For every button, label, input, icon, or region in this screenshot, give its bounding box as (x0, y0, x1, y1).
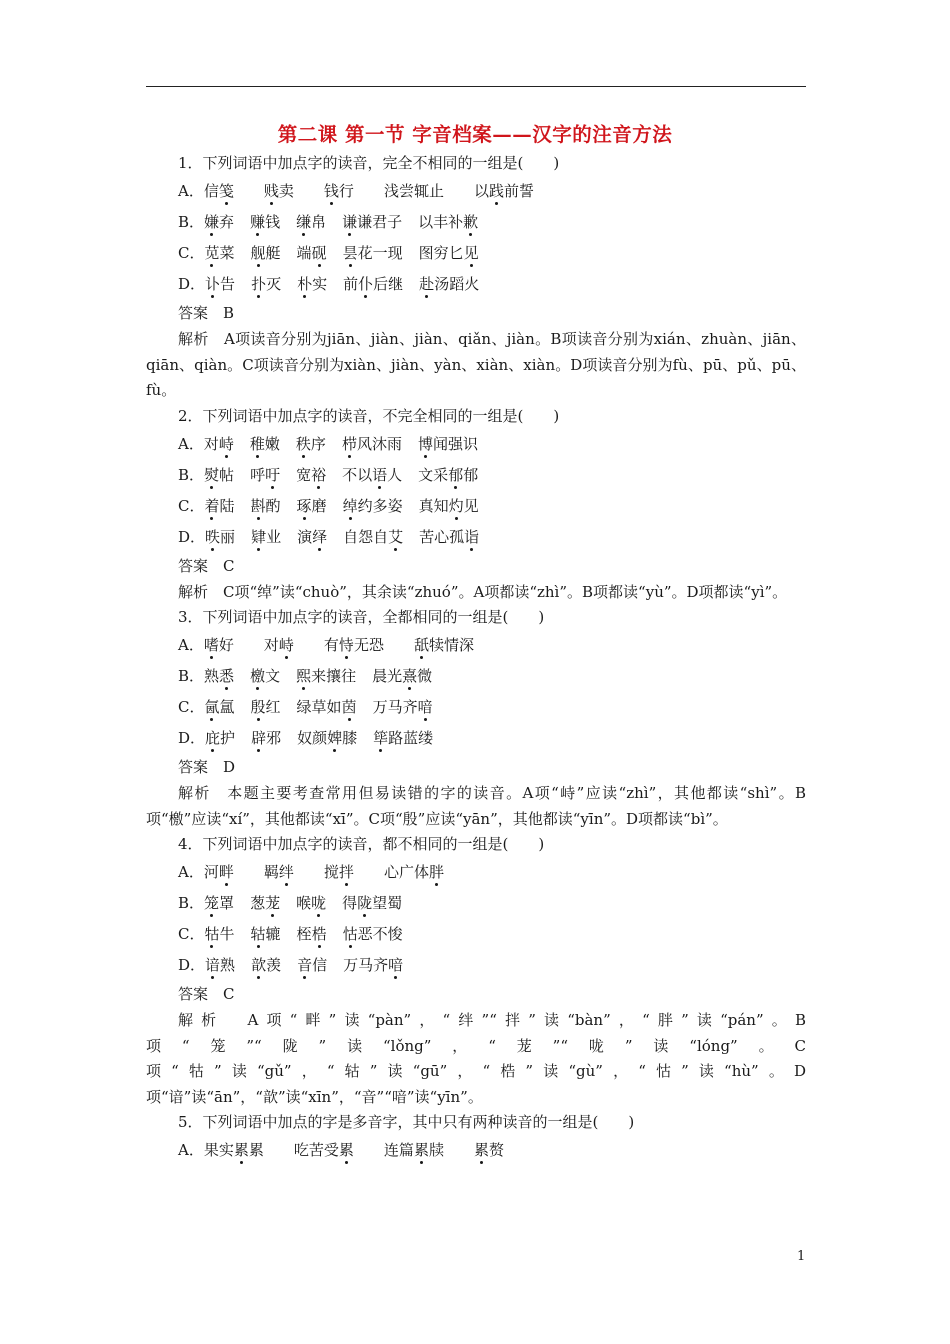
question-3-option-b (146, 661, 806, 692)
page-title: 第二课 第一节 字音档案——汉字的注音方法 (277, 123, 673, 146)
option-word: 以丰补歉 (418, 213, 479, 231)
question-4-stem: 4．下列词语中加点字的读音，都不相同的一组是( ) (178, 835, 545, 853)
question-1-analysis: 解析 A项读音分别为jiān、jiàn、jiàn、qiǎn、jiàn。B项读音分别为xián、zhuàn、jiān、qiān、qiàn。C项读音分别为xiàn、jiàn、yàn、xiàn、xiàn。D项读音分别为fù、pū、pǔ、pū、fù。 (146, 330, 806, 399)
option-word: 昳丽 (205, 527, 236, 546)
option-word: 绰约多姿 (342, 496, 403, 515)
option-word: 贱卖 (263, 182, 294, 200)
option-label: C． (178, 244, 205, 262)
header-rule (146, 86, 806, 87)
option-word: 缣帛 (296, 213, 327, 231)
option-word: 稚嫩 (249, 434, 280, 453)
option-word: 万马齐喑 (372, 698, 433, 716)
option-label: B． (178, 465, 205, 484)
document-body (146, 151, 806, 1166)
option-word: 秩序 (295, 434, 326, 453)
option-word: 朴实 (297, 275, 328, 293)
option-word: 笼罩 (204, 894, 235, 912)
option-label: C． (178, 698, 205, 716)
option-word: 喉咙 (296, 894, 327, 912)
question-3-analysis: 解析 本题主要考查常用但易读错的字的读音。A项“峙”应读“zhì”，其他都读“shì”。B项“檄”应读“xí”，其他都读“xī”。C项“殷”应读“yān”，其他都读“yīn”。D项都读“bì”。 (146, 784, 806, 828)
question-2-option-c (146, 491, 806, 522)
option-word: 筚路蓝缕 (373, 729, 434, 747)
option-word: 信笺 (203, 182, 234, 200)
option-word: 熙来攘往 (296, 667, 357, 685)
option-label: B． (178, 667, 205, 685)
option-word: 歆羡 (251, 956, 282, 974)
option-word: 栉风沐雨 (341, 434, 402, 453)
question-1-stem: 1．下列词语中加点字的读音，完全不相同的一组是( ) (178, 154, 560, 172)
option-word: 浅尝辄止 (383, 182, 444, 200)
option-word: 琢磨 (296, 496, 327, 515)
question-2-stem: 2．下列词语中加点字的读音，不完全相同的一组是( ) (178, 406, 560, 425)
question-1-option-c (146, 238, 806, 269)
option-word: 河畔 (203, 863, 234, 881)
question-5-stem: 5．下列词语中加点的字是多音字，其中只有两种读音的一组是( ) (178, 1113, 635, 1131)
question-4-option-d (146, 950, 806, 981)
option-word: 舐犊情深 (413, 636, 474, 654)
option-label: C． (178, 925, 205, 943)
option-word: 心广体胖 (383, 863, 444, 881)
option-word: 氤氲 (204, 698, 235, 716)
option-word: 苋菜 (204, 244, 235, 262)
option-word: 讣告 (205, 275, 236, 293)
question-1-option-a (146, 176, 806, 207)
option-word: 自怨自艾 (343, 527, 404, 546)
option-word: 不以语人 (342, 465, 403, 484)
option-word: 苦心孤诣 (419, 527, 480, 546)
option-word: 端砚 (296, 244, 327, 262)
option-label: B． (178, 894, 205, 912)
option-word: 万马齐喑 (343, 956, 404, 974)
option-word: 真知灼见 (418, 496, 479, 515)
option-word: 累赘 (473, 1141, 504, 1159)
option-word: 辟邪 (251, 729, 282, 747)
option-word: 图穷匕见 (418, 244, 479, 262)
option-word: 扑灭 (251, 275, 282, 293)
option-word: 得陇望蜀 (342, 894, 403, 912)
option-word: 连篇累牍 (383, 1141, 444, 1159)
option-word: 牯牛 (204, 925, 235, 943)
question-4-option-a (146, 857, 806, 888)
option-word: 熟悉 (204, 667, 235, 685)
question-3-answer: 答案 D (178, 758, 236, 776)
page-number: 1 (797, 1249, 806, 1264)
option-label: A． (178, 636, 204, 654)
option-label: A． (178, 434, 204, 453)
option-word: 嗜好 (203, 636, 234, 654)
question-5-option-a (146, 1135, 806, 1166)
question-3-stem: 3．下列词语中加点字的读音，全都相同的一组是( ) (178, 608, 545, 626)
option-label: D． (178, 275, 206, 293)
option-label: C． (178, 496, 205, 515)
option-word: 晨光熹微 (372, 667, 433, 685)
option-word: 宽裕 (296, 465, 327, 484)
option-word: 谙熟 (205, 956, 236, 974)
option-label: D． (178, 527, 206, 546)
question-2-answer: 答案 C (178, 556, 235, 575)
question-3-option-d (146, 723, 806, 754)
option-word: 赚钱 (250, 213, 281, 231)
question-4-answer: 答案 C (178, 985, 235, 1003)
option-word: 殷红 (250, 698, 281, 716)
option-word: 前仆后继 (343, 275, 404, 293)
question-3-option-a (146, 630, 806, 661)
option-word: 有恃无恐 (323, 636, 384, 654)
option-word: 博闻强识 (417, 434, 478, 453)
option-word: 对峙 (203, 434, 234, 453)
option-word: 演绎 (297, 527, 328, 546)
option-word: 肄业 (251, 527, 282, 546)
option-word: 赴汤蹈火 (419, 275, 480, 293)
option-word: 葱茏 (250, 894, 281, 912)
question-2-analysis: 解析 C项“绰”读“chuò”，其余读“zhuó”。A项都读“zhì”。B项都读“yù”。D项都读“yì”。 (178, 582, 788, 601)
option-word: 绿草如茵 (296, 698, 357, 716)
option-word: 音信 (297, 956, 328, 974)
option-word: 轱辘 (250, 925, 281, 943)
option-word: 庇护 (205, 729, 236, 747)
option-word: 呼吁 (250, 465, 281, 484)
question-3-option-c (146, 692, 806, 723)
option-word: 奴颜婢膝 (297, 729, 358, 747)
question-4-option-b (146, 888, 806, 919)
question-2-option-a (146, 429, 806, 460)
option-word: 嫌弃 (204, 213, 235, 231)
option-word: 着陆 (204, 496, 235, 515)
option-word: 文采郁郁 (418, 465, 479, 484)
option-word: 熨帖 (204, 465, 235, 484)
option-word: 檄文 (250, 667, 281, 685)
option-label: A． (178, 182, 204, 200)
option-word: 搅拌 (323, 863, 354, 881)
option-word: 怙恶不悛 (342, 925, 403, 943)
option-word: 谦谦君子 (342, 213, 403, 231)
option-label: D． (178, 956, 206, 974)
option-word: 斟酌 (250, 496, 281, 515)
question-2-option-d (146, 522, 806, 553)
option-word: 舰艇 (250, 244, 281, 262)
question-4-option-c (146, 919, 806, 950)
option-word: 对峙 (263, 636, 294, 654)
question-2-option-b (146, 460, 806, 491)
option-label: A． (178, 1141, 204, 1159)
option-word: 桎梏 (296, 925, 327, 943)
question-1-option-b (146, 207, 806, 238)
option-label: A． (178, 863, 204, 881)
option-word: 以践前誓 (473, 182, 534, 200)
option-label: D． (178, 729, 206, 747)
question-1-answer: 答案 B (178, 304, 235, 322)
option-word: 羁绊 (263, 863, 294, 881)
option-word: 吃苦受累 (293, 1141, 354, 1159)
question-4-analysis: 解析 A项“畔”读“pàn”，“绊”“拌”读“bàn”，“胖”读“pán”。B项“笼”“陇”读“lǒng”，“茏”“咙”读“lóng”。C项“牯”读“gǔ”，“轱”读“gū”，“梏”读“gù”，“怙”读“hù”。D项“谙”读“ān”，“歆”读“xīn”，“音”“喑”读“yīn”。 (146, 1011, 806, 1106)
option-word: 果实累累 (203, 1141, 264, 1159)
option-word: 钱行 (323, 182, 354, 200)
option-word: 昙花一现 (342, 244, 403, 262)
option-label: B． (178, 213, 205, 231)
question-1-option-d (146, 269, 806, 300)
